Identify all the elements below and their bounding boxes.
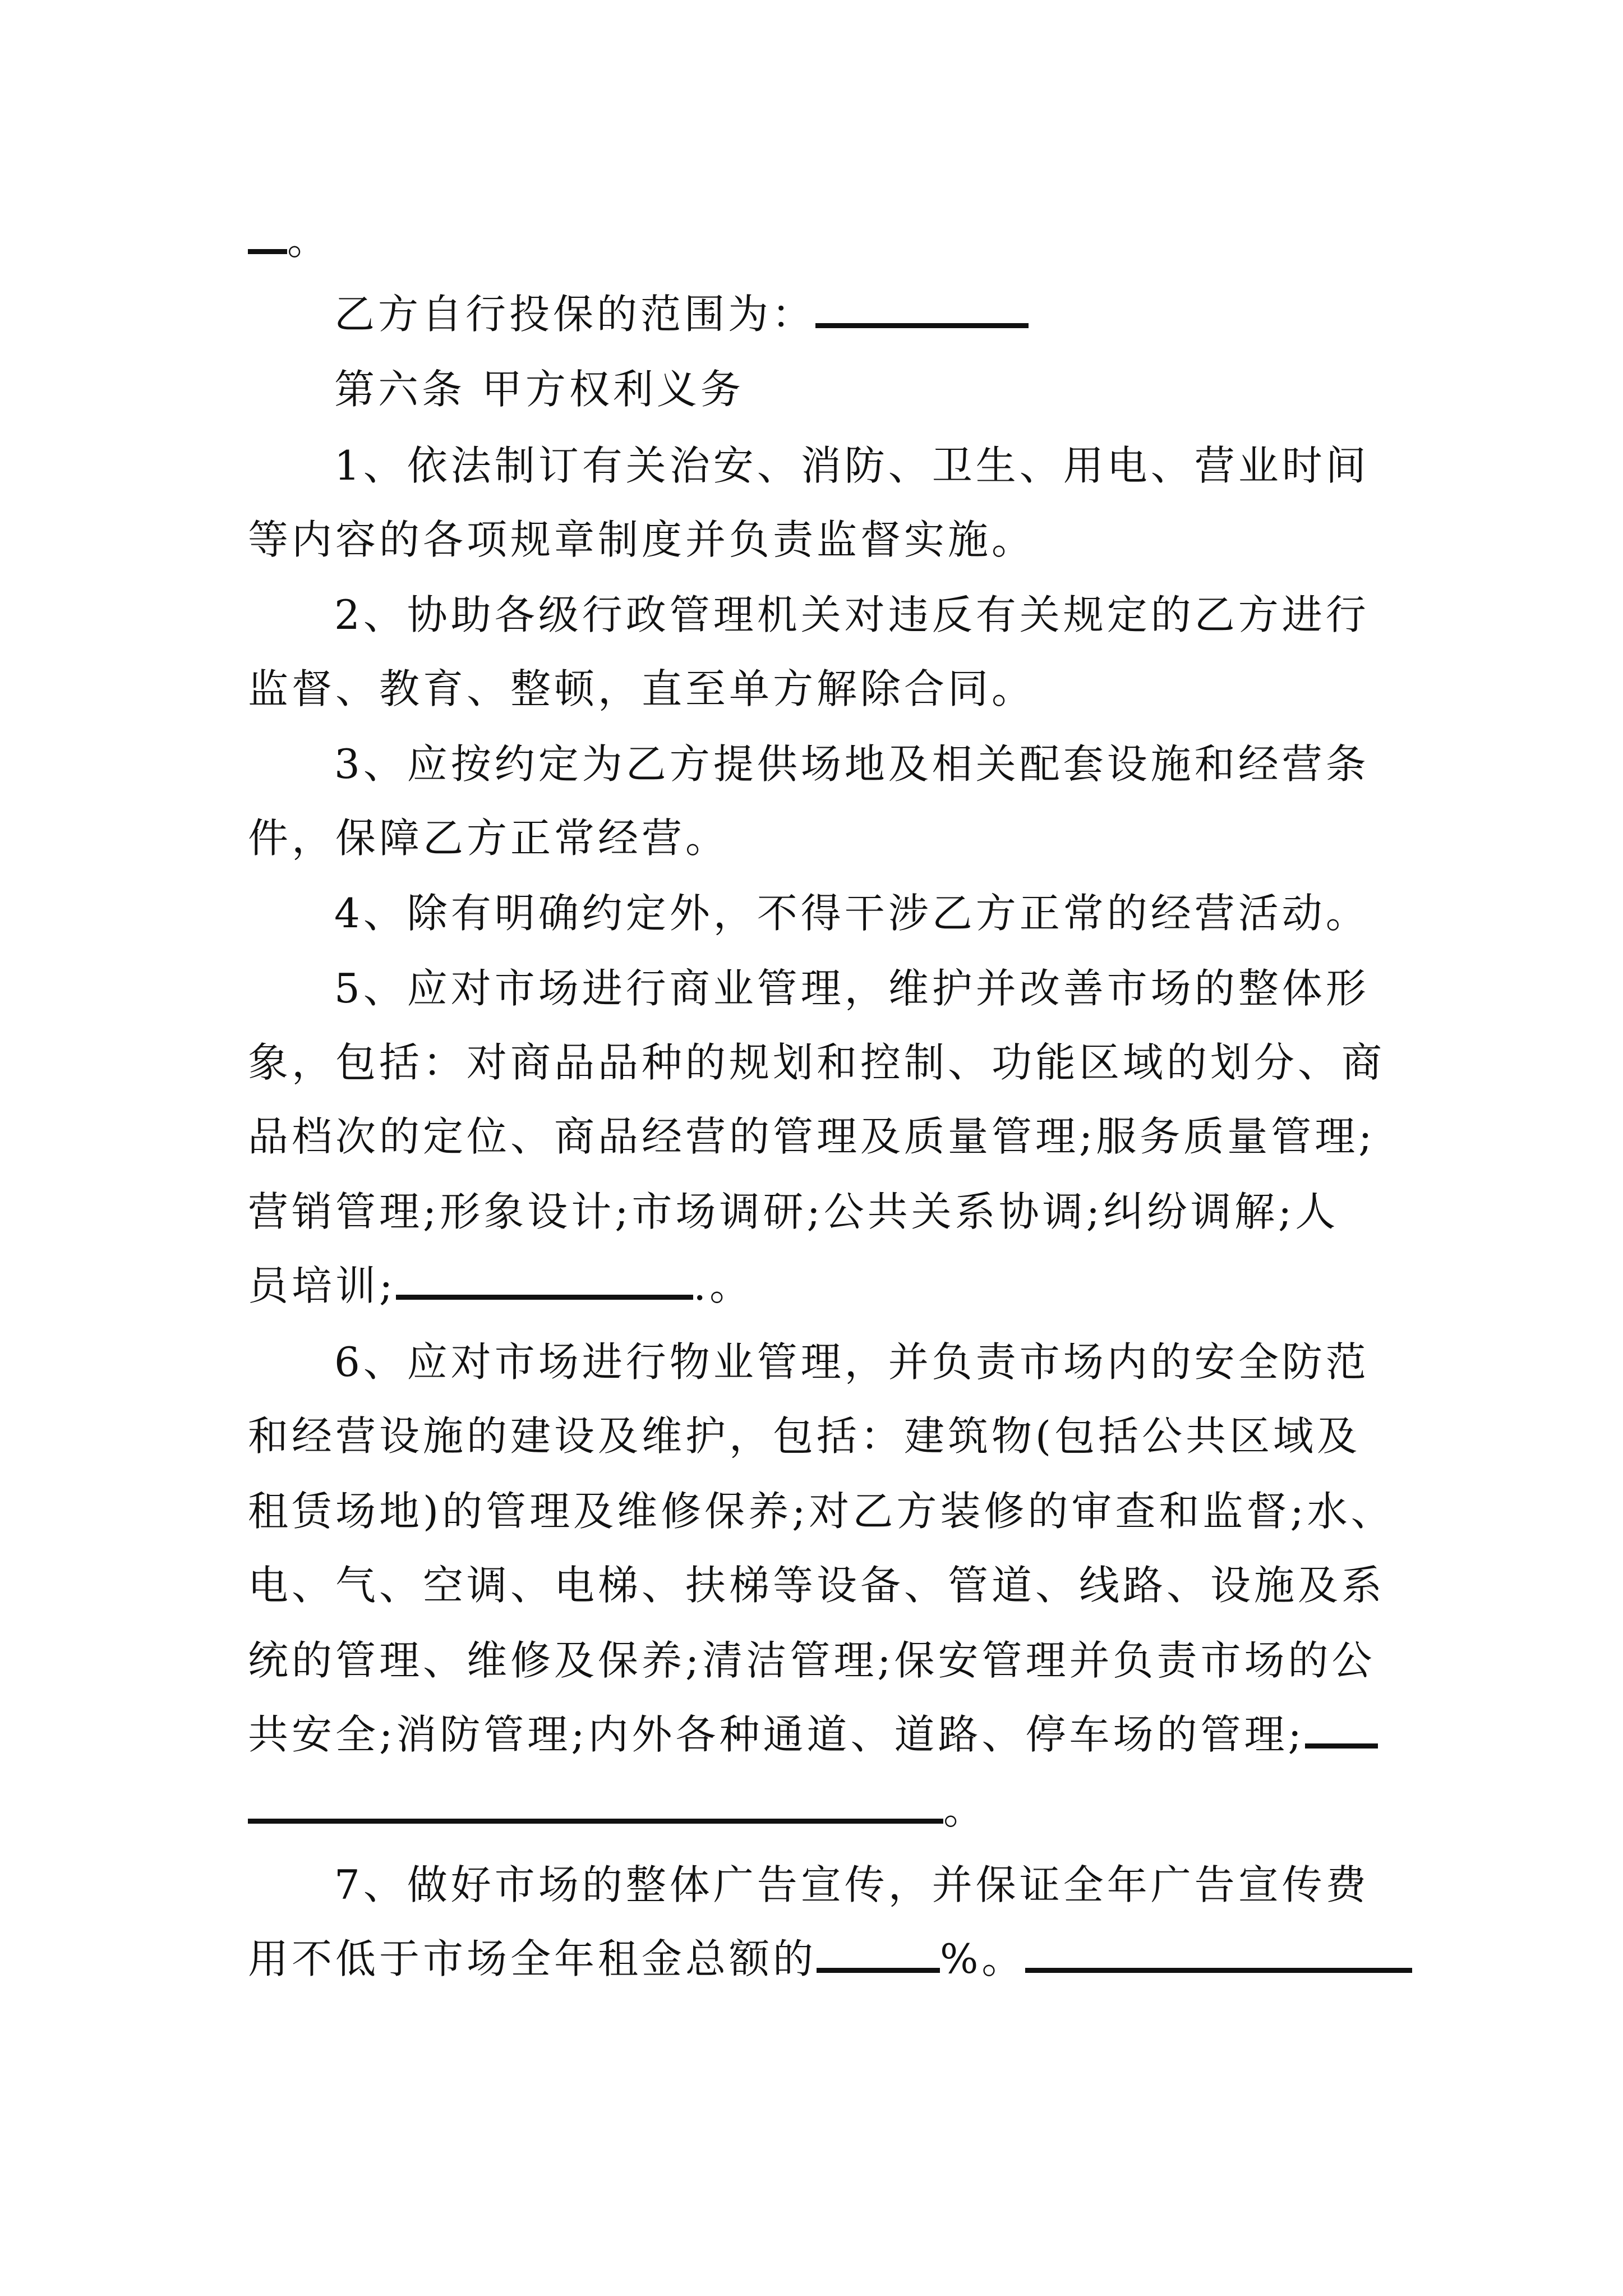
paragraph-line: 租赁场地)的管理及维修保养;对乙方装修的审查和监督;水、 — [248, 1488, 1395, 1535]
paragraph-line: 监督、教育、整顿，直至单方解除合同。 — [248, 665, 1036, 712]
paragraph-line: 7、做好市场的整体广告宣传，并保证全年广告宣传费 — [334, 1861, 1370, 1908]
paragraph-line: 员培训; .。 — [248, 1258, 1392, 1314]
paragraph-line: 1、依法制订有关治安、消防、卫生、用电、营业时间 — [334, 442, 1370, 489]
paragraph-line: 象，包括：对商品品种的规划和控制、功能区域的划分、商 — [248, 1039, 1386, 1086]
paragraph-line: 3、应按约定为乙方提供场地及相关配套设施和经营条 — [334, 740, 1370, 788]
paragraph-line: 和经营设施的建设及维护，包括：建筑物(包括公共区域及 — [248, 1412, 1361, 1460]
paragraph-line: 用不低于市场全年租金总额的 %。 — [248, 1931, 1392, 1987]
paragraph-line: 等内容的各项规章制度并负责监督实施。 — [248, 516, 1036, 563]
fill-blank — [248, 1784, 943, 1824]
fill-blank — [815, 288, 1029, 328]
paragraph-line: 品档次的定位、商品经营的管理及质量管理;服务质量管理; — [248, 1113, 1376, 1160]
paragraph-line: 4、除有明确约定外，不得干涉乙方正常的经营活动。 — [334, 890, 1370, 937]
article-heading: 第六条 甲方权利义务 — [334, 366, 744, 413]
paragraph-line: 6、应对市场进行物业管理，并负责市场内的安全防范 — [334, 1338, 1370, 1386]
paragraph-line: 2、协助各级行政管理机关对违反有关规定的乙方进行 — [334, 591, 1370, 638]
fill-blank — [1305, 1709, 1378, 1749]
insurance-scope-line: 乙方自行投保的范围为： — [334, 286, 1478, 342]
paragraph-line: 。 — [248, 1782, 1392, 1838]
paragraph-line: 电、气、空调、电梯、扶梯等设备、管道、线路、设施及系 — [248, 1562, 1386, 1609]
percent-blank — [817, 1933, 940, 1973]
paragraph-line: 统的管理、维修及保养;清洁管理;保安管理并负责市场的公 — [248, 1637, 1376, 1684]
fill-blank — [396, 1260, 693, 1300]
paragraph-line: 件，保障乙方正常经营。 — [248, 815, 730, 862]
fill-blank — [248, 214, 287, 254]
paragraph-line: 共安全;消防管理;内外各种通道、道路、停车场的管理; — [248, 1706, 1392, 1763]
fragment-line: 。 — [248, 212, 1392, 268]
fill-blank — [1025, 1933, 1412, 1973]
paragraph-line: 营销管理;形象设计;市场调研;公共关系协调;纠纷调解;人 — [248, 1188, 1339, 1235]
paragraph-line: 5、应对市场进行商业管理，维护并改善市场的整体形 — [334, 965, 1370, 1012]
